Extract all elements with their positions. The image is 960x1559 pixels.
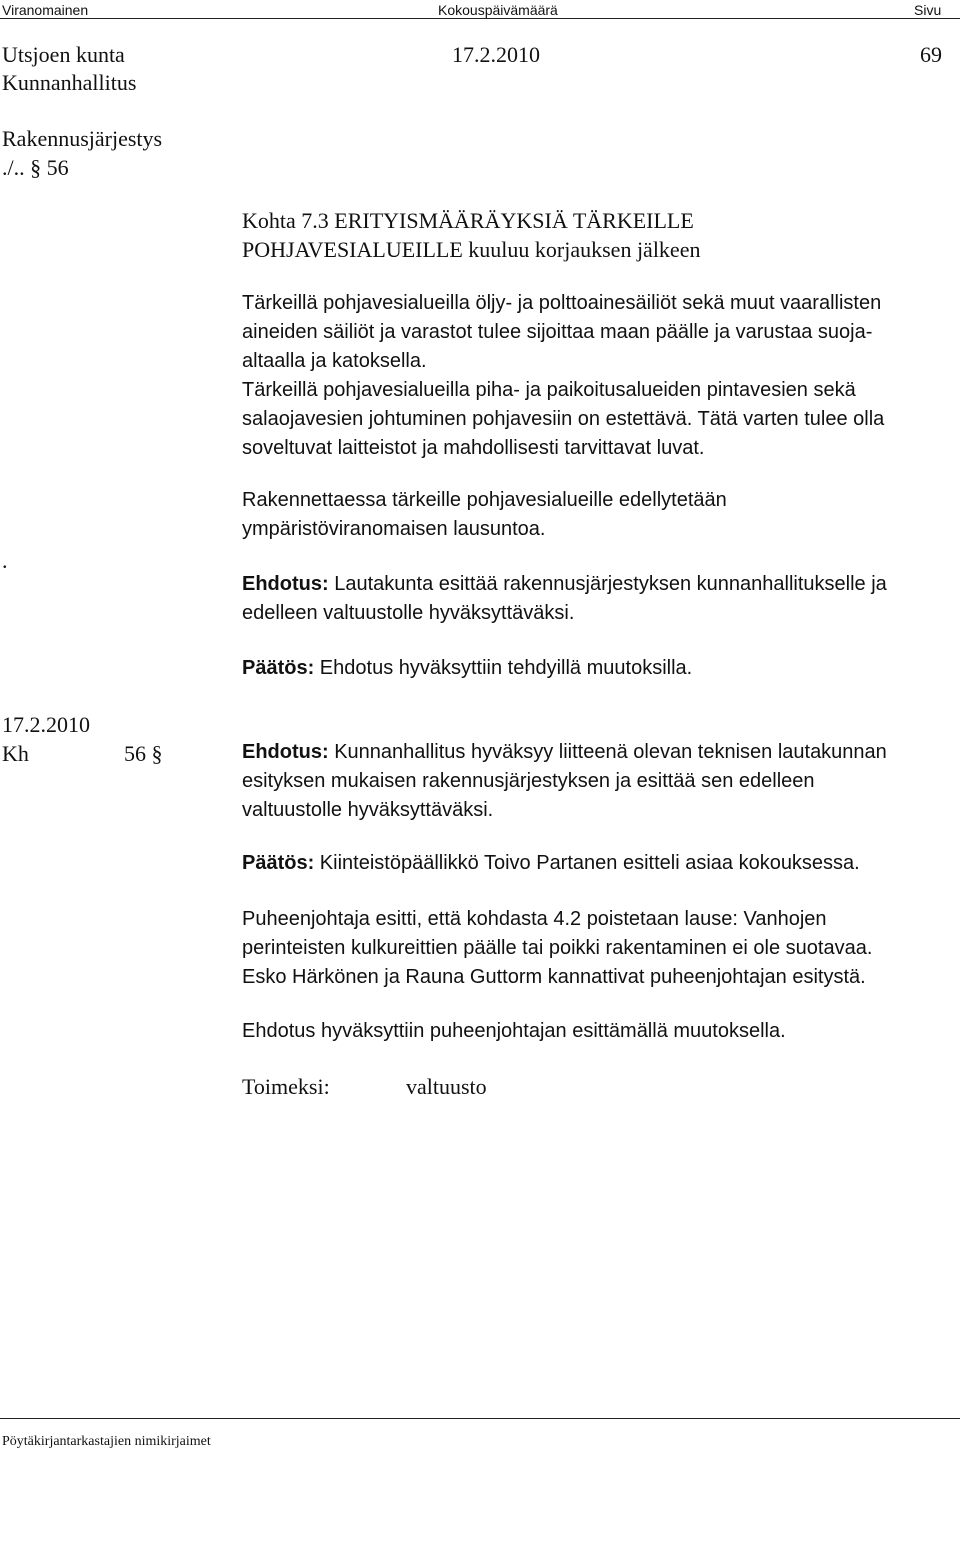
paragraph-line: aineiden säiliöt ja varastot tulee sijoittaa maan päälle ja varustaa suoja-	[242, 321, 873, 343]
proposal-label: Ehdotus:	[242, 741, 329, 763]
proposal-line: esityksen mukaisen rakennusjärjestyksen ja esittää sen edelleen	[242, 770, 815, 792]
footer-rule	[0, 1418, 960, 1419]
paragraph-line: altaalla ja katoksella.	[242, 350, 427, 372]
kohta-heading-line: POHJAVESIALUEILLE kuuluu korjauksen jälkeen	[242, 237, 701, 262]
paragraph-line: Rakennettaessa tärkeille pohjavesialueille edellytetään	[242, 489, 727, 511]
decision-label: Päätös:	[242, 852, 315, 874]
decision-line	[242, 849, 860, 878]
section-reference: ./.. § 56	[2, 155, 69, 180]
paragraph-line: Puheenjohtaja esitti, että kohdasta 4.2 poistetaan lause: Vanhojen	[242, 908, 827, 930]
proposal-text: Lautakunta esittää rakennusjärjestyksen kunnanhallitukselle ja	[328, 573, 887, 595]
proposal-line: edelleen valtuustolle hyväksyttäväksi.	[242, 602, 575, 624]
header-rule	[0, 18, 960, 19]
kh-section-number: 56 §	[124, 741, 163, 766]
proposal-line	[242, 570, 887, 599]
proposal-board	[242, 570, 887, 628]
header-label-meeting-date: Kokouspäivämäärä	[438, 2, 558, 18]
meeting-body: Kunnanhallitus	[2, 70, 137, 95]
action-label: Toimeksi:	[242, 1074, 330, 1099]
footer-initials-label: Pöytäkirjantarkastajien nimikirjaimet	[2, 1434, 211, 1449]
kh-date: 17.2.2010	[2, 712, 90, 737]
approval-statement: Ehdotus hyväksyttiin puheenjohtajan esittämällä muutoksella.	[242, 1020, 786, 1042]
proposal-line: valtuustolle hyväksyttäväksi.	[242, 799, 494, 821]
header-label-authority: Viranomainen	[2, 2, 89, 18]
kh-label: Kh	[2, 741, 29, 766]
decision-label: Päätös:	[242, 657, 315, 679]
decision-text: Ehdotus hyväksyttiin tehdyillä muutoksilla.	[314, 657, 693, 679]
kohta-heading-line: Kohta 7.3 ERITYISMÄÄRÄYKSIÄ TÄRKEILLE	[242, 208, 694, 233]
chair-proposal	[242, 905, 872, 992]
paragraph-line: Tärkeillä pohjavesialueilla öljy- ja polttoainesäiliöt sekä muut vaarallisten	[242, 292, 882, 314]
paragraph-line: salaojavesien johtuminen pohjavesiin on estettävä. Tätä varten tulee olla	[242, 408, 885, 430]
proposal-text: Kunnanhallitus hyväksyy liitteenä olevan teknisen lautakunnan	[328, 741, 887, 763]
statement-paragraph	[242, 486, 727, 544]
decision-line	[242, 654, 692, 683]
municipality-name: Utsjoen kunta	[2, 42, 125, 67]
header-label-page: Sivu	[914, 2, 942, 18]
decision-council	[242, 849, 860, 878]
decision-text: Kiinteistöpäällikkö Toivo Partanen esitteli asiaa kokouksessa.	[314, 852, 860, 874]
decision-board	[242, 654, 692, 683]
kohta-heading	[242, 206, 700, 264]
margin-dot: .	[2, 548, 8, 573]
paragraph-line: ympäristöviranomaisen lausuntoa.	[242, 518, 546, 540]
page-number: 69	[920, 42, 942, 67]
groundwater-paragraph	[242, 289, 884, 463]
proposal-label: Ehdotus:	[242, 573, 329, 595]
proposal-council	[242, 738, 887, 825]
meeting-date: 17.2.2010	[452, 42, 540, 67]
proposal-line	[242, 738, 887, 767]
action-value: valtuusto	[406, 1074, 487, 1099]
paragraph-line: Tärkeillä pohjavesialueilla piha- ja paikoitusalueiden pintavesien sekä	[242, 379, 856, 401]
paragraph-line: soveltuvat laitteistot ja mahdollisesti tarvittavat luvat.	[242, 437, 705, 459]
paragraph-line: perinteisten kulkureittien päälle tai poikki rakentaminen ei ole suotavaa.	[242, 937, 873, 959]
paragraph-line: Esko Härkönen ja Rauna Guttorm kannattivat puheenjohtajan esitystä.	[242, 966, 866, 988]
section-title: Rakennusjärjestys	[2, 126, 163, 151]
